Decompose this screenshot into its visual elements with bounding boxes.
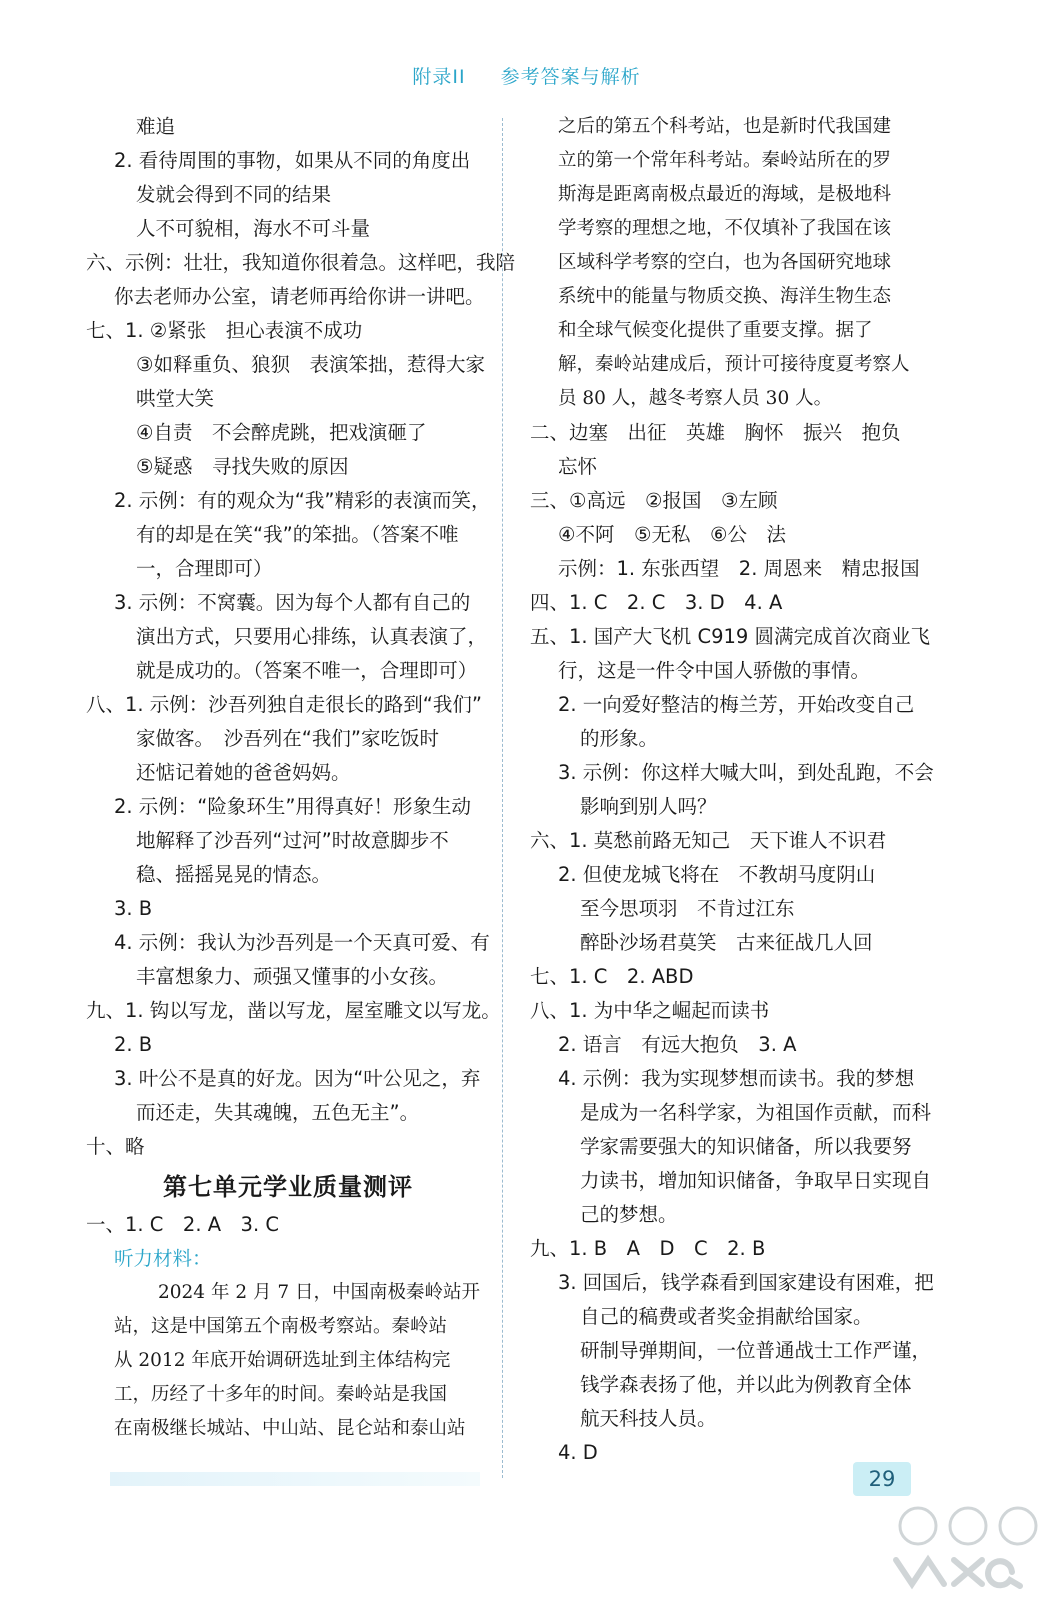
answer-line: 2. 语言 有远大抱负 3. A bbox=[558, 1033, 797, 1056]
answer-line: 解，秦岭站建成后，预计可接待度夏考察人 bbox=[558, 354, 910, 375]
section-title: 第七单元学业质量测评 bbox=[163, 1173, 413, 1201]
answer-line: 斯海是距离南极点最近的海域，是极地科 bbox=[558, 184, 892, 205]
answer-line: 三、①高远 ②报国 ③左顾 bbox=[530, 489, 778, 512]
right-column bbox=[530, 110, 934, 1470]
header-title: 参考答案与解析 bbox=[500, 66, 641, 88]
answer-line: 自己的稿费或者奖金捐献给国家。 bbox=[580, 1305, 873, 1328]
answer-line: 四、1. C 2. C 3. D 4. A bbox=[530, 591, 783, 614]
answer-line: 听力材料： bbox=[114, 1247, 212, 1270]
answer-line: ⑤疑惑 寻找失败的原因 bbox=[136, 455, 349, 478]
answer-line: 航天科技人员。 bbox=[580, 1407, 717, 1430]
answer-line: 行，这是一件令中国人骄傲的事情。 bbox=[558, 659, 871, 682]
answer-line: 有的却是在笑“我”的笨拙。（答案不唯 bbox=[136, 523, 459, 546]
answer-line: 3. 回国后，钱学森看到国家建设有困难，把 bbox=[558, 1271, 934, 1294]
answer-line: 2. B bbox=[114, 1033, 153, 1056]
answer-line: 哄堂大笑 bbox=[136, 387, 215, 410]
answer-line: 难追 bbox=[136, 115, 176, 138]
answer-line: 和全球气候变化提供了重要支撑。据了 bbox=[558, 320, 873, 341]
watermark-logo bbox=[888, 1500, 1048, 1592]
header-appendix: 附录II bbox=[412, 66, 466, 88]
answer-line: 工，历经了十多年的时间。秦岭站是我国 bbox=[114, 1384, 448, 1405]
answer-line: 至今思项羽 不肯过江东 bbox=[580, 897, 795, 920]
answer-line: 学考察的理想之地，不仅填补了我国在该 bbox=[558, 218, 892, 239]
answer-line: 4. 示例：我认为沙吾列是一个天真可爱、有 bbox=[114, 931, 490, 954]
answer-line: 六、1. 莫愁前路无知己 天下谁人不识君 bbox=[530, 829, 887, 852]
answer-line: 是成为一名科学家，为祖国作贡献，而科 bbox=[580, 1101, 932, 1124]
answer-line: 2. 一向爱好整洁的梅兰芳，开始改变自己 bbox=[558, 693, 915, 716]
answer-line: 醉卧沙场君莫笑 古来征战几人回 bbox=[580, 931, 873, 954]
answer-line: 还惦记着她的爸爸妈妈。 bbox=[136, 761, 351, 784]
answer-line: 一，合理即可） bbox=[136, 557, 273, 580]
answer-line: 在南极继长城站、中山站、昆仑站和泰山站 bbox=[114, 1418, 466, 1439]
answer-line: 4. 示例：我为实现梦想而读书。我的梦想 bbox=[558, 1067, 915, 1090]
answer-line: 站，这是中国第五个南极考察站。秦岭站 bbox=[114, 1316, 448, 1337]
answer-line: 之后的第五个科考站，也是新时代我国建 bbox=[558, 116, 892, 137]
answer-line: 力读书，增加知识储备，争取早日实现自 bbox=[580, 1169, 932, 1192]
answer-line: 二、边塞 出征 英雄 胸怀 振兴 抱负 bbox=[530, 421, 901, 444]
answer-line: 2. 示例：有的观众为“我”精彩的表演而笑， bbox=[114, 489, 491, 512]
answer-line: 人不可貌相，海水不可斗量 bbox=[136, 217, 371, 240]
answer-line: 九、1. 钩以写龙，凿以写龙，屋室雕文以写龙。 bbox=[86, 999, 501, 1022]
answer-line: 演出方式，只要用心排练，认真表演了， bbox=[136, 625, 488, 648]
answer-line: 区域科学考察的空白，也为各国研究地球 bbox=[558, 252, 892, 273]
answer-line: 己的梦想。 bbox=[580, 1203, 678, 1226]
answer-line: 2. 示例：“险象环生”用得真好！形象生动 bbox=[114, 795, 472, 818]
answer-line: 十、略 bbox=[86, 1135, 145, 1158]
answer-line: ③如释重负、狼狈 表演笨拙，惹得大家 bbox=[136, 353, 485, 376]
answer-line: 从 2012 年底开始调研选址到主体结构完 bbox=[114, 1350, 451, 1371]
answer-line: 3. 示例：你这样大喊大叫，到处乱跑，不会 bbox=[558, 761, 934, 784]
answer-line: 九、1. B A D C 2. B bbox=[530, 1237, 766, 1260]
answer-line: 八、1. 为中华之崛起而读书 bbox=[530, 999, 770, 1022]
answer-line: 2. 但使龙城飞将在 不教胡马度阴山 bbox=[558, 863, 876, 886]
answer-line: 3. 示例：不窝囊。因为每个人都有自己的 bbox=[114, 591, 471, 614]
answer-line: 七、1. C 2. ABD bbox=[530, 965, 694, 988]
answer-line: 五、1. 国产大飞机 C919 圆满完成首次商业飞 bbox=[530, 625, 931, 648]
footer-decoration bbox=[110, 1472, 480, 1486]
answer-line: 发就会得到不同的结果 bbox=[136, 183, 332, 206]
answer-line: 六、示例：壮壮，我知道你很着急。这样吧，我陪 bbox=[86, 251, 516, 274]
answer-line: 系统中的能量与物质交换、海洋生物生态 bbox=[558, 286, 892, 307]
header-separator bbox=[480, 66, 487, 88]
answer-line: 你去老师办公室，请老师再给你讲一讲吧。 bbox=[114, 285, 485, 308]
answer-line: 影响到别人吗？ bbox=[580, 795, 717, 818]
answer-line: 员 80 人，越冬考察人员 30 人。 bbox=[558, 388, 833, 409]
answer-line: 示例：1. 东张西望 2. 周恩来 精忠报国 bbox=[558, 557, 920, 580]
answer-line: 的形象。 bbox=[580, 727, 659, 750]
answer-line: 八、1. 示例：沙吾列独自走很长的路到“我们” bbox=[86, 693, 483, 716]
column-divider bbox=[502, 118, 503, 1478]
answer-line: 家做客。 沙吾列在“我们”家吃饭时 bbox=[136, 727, 439, 750]
answer-line: 七、1. ②紧张 担心表演不成功 bbox=[86, 319, 363, 342]
answer-line: 4. D bbox=[558, 1441, 598, 1464]
answer-line: 3. B bbox=[114, 897, 153, 920]
answer-line: 地解释了沙吾列“过河”时故意脚步不 bbox=[136, 829, 449, 852]
answer-line: 3. 叶公不是真的好龙。因为“叶公见之，弃 bbox=[114, 1067, 481, 1090]
answer-line: 忘怀 bbox=[558, 455, 598, 478]
answer-line: 2024 年 2 月 7 日，中国南极秦岭站开 bbox=[158, 1282, 481, 1303]
answer-line: ④不阿 ⑤无私 ⑥公 法 bbox=[558, 523, 786, 546]
left-column bbox=[86, 110, 516, 1446]
answer-line: 2. 看待周围的事物，如果从不同的角度出 bbox=[114, 149, 471, 172]
answer-line: 钱学森表扬了他，并以此为例教育全体 bbox=[580, 1373, 912, 1396]
answer-line: 立的第一个常年科考站。秦岭站所在的罗 bbox=[558, 150, 892, 171]
answer-line: 稳、摇摇晃晃的情态。 bbox=[136, 863, 332, 886]
answer-line: 学家需要强大的知识储备，所以我要努 bbox=[580, 1135, 912, 1158]
answer-line: 丰富想象力、顽强又懂事的小女孩。 bbox=[136, 965, 449, 988]
answer-line: ④自责 不会醉虎跳，把戏演砸了 bbox=[136, 421, 427, 444]
answer-line: 研制导弹期间，一位普通战士工作严谨， bbox=[580, 1339, 932, 1362]
page-header bbox=[0, 62, 1053, 89]
page-number: 29 bbox=[853, 1462, 911, 1496]
answer-line: 就是成功的。（答案不唯一，合理即可） bbox=[136, 659, 478, 682]
answer-line: 而还走，失其魂魄，五色无主”。 bbox=[136, 1101, 420, 1124]
answer-line: 一、1. C 2. A 3. C bbox=[86, 1213, 279, 1236]
